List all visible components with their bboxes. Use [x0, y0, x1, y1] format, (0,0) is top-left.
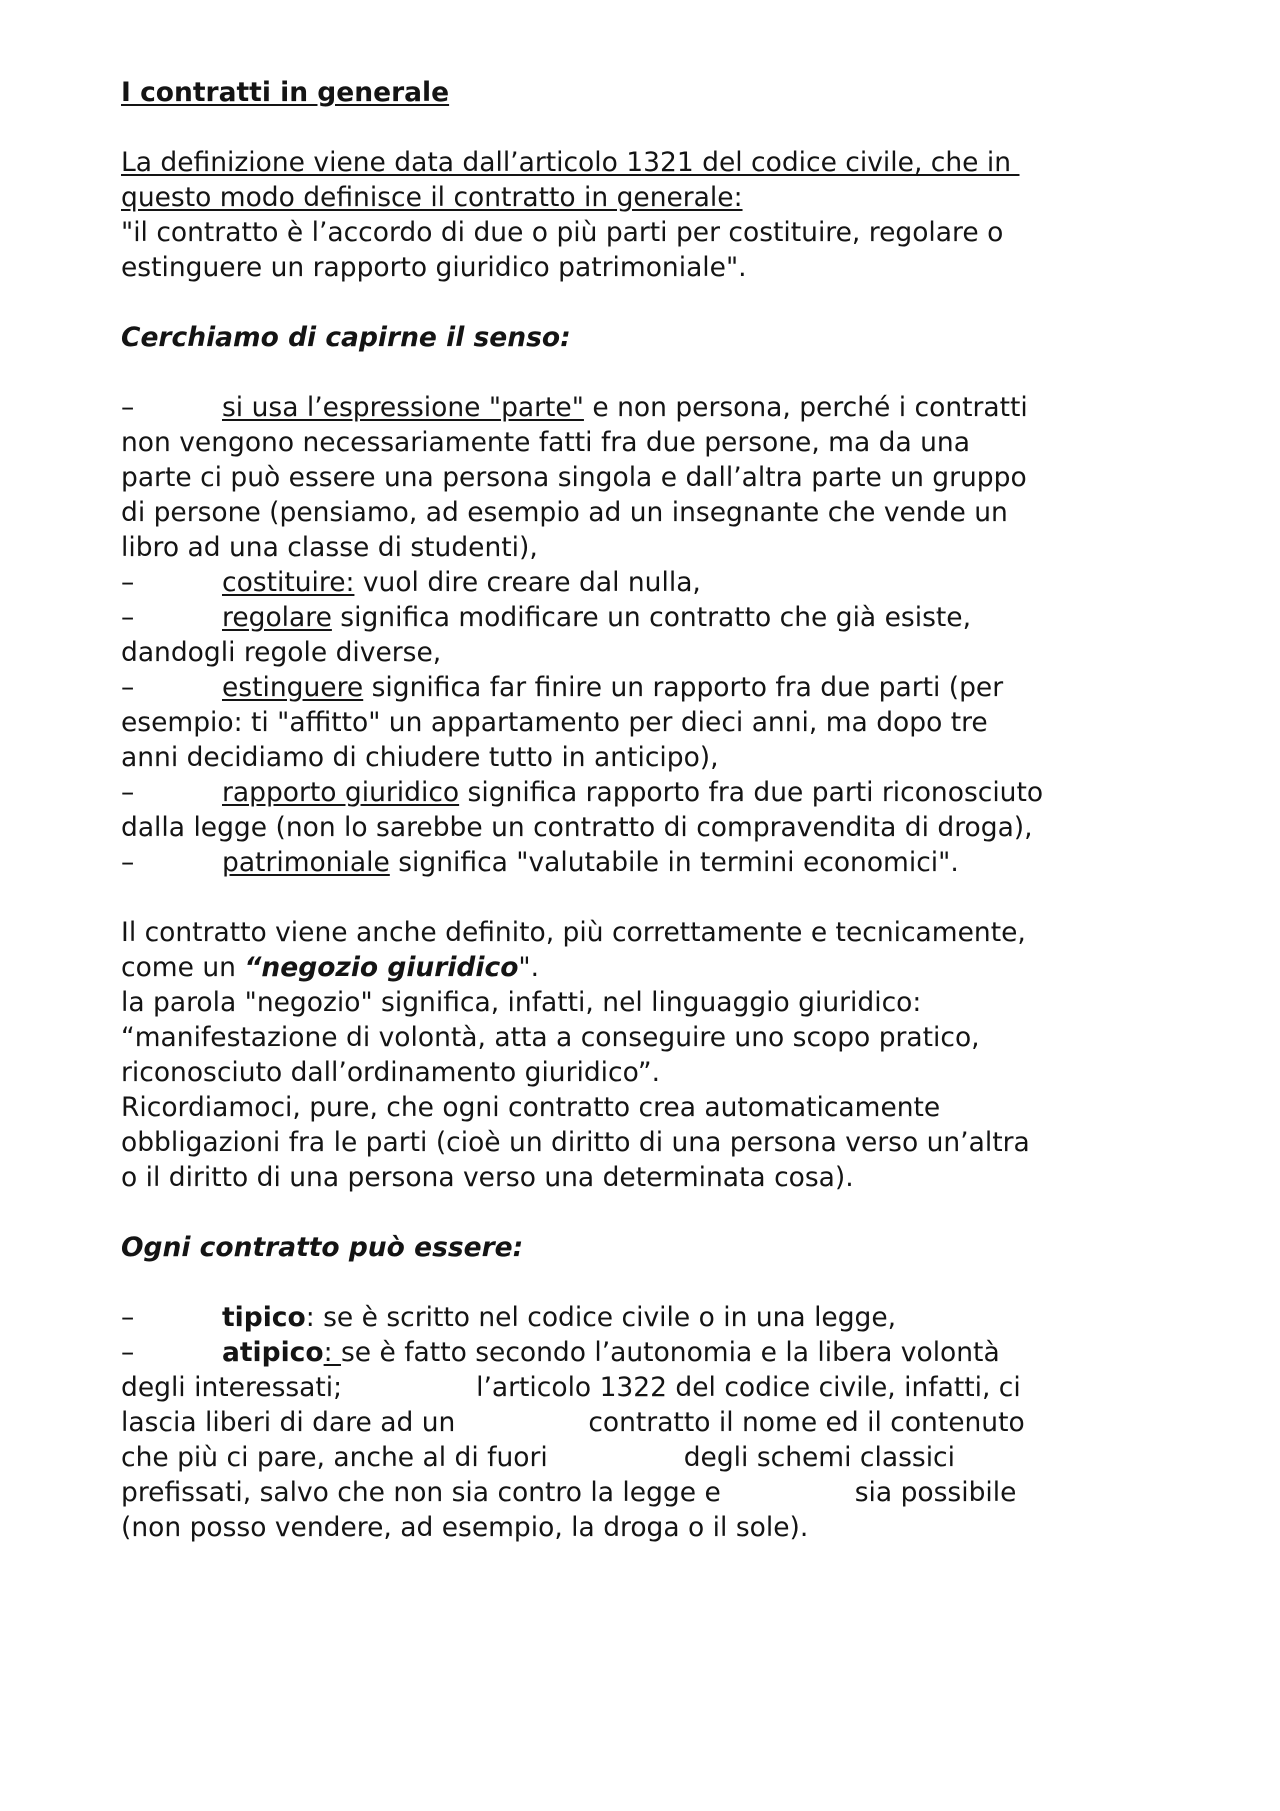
atipico-cont-3b: degli schemi classici [683, 1442, 955, 1473]
negozio-line-2-prefix: come un [121, 952, 245, 983]
negozio-line-3: la parola "negozio" significa, infatti, nel linguaggio giuridico: [121, 987, 922, 1018]
list-item-text: e non persona, perché i contratti [583, 392, 1028, 423]
negozio-line-4: “manifestazione di volontà, atta a conseguire uno scopo pratico, [121, 1022, 980, 1053]
list-item-text: significa modificare un contratto che già esiste, [331, 602, 971, 633]
list-item-text: significa rapporto fra due parti riconosciuto [459, 777, 1044, 808]
definition-quote-line-1: "il contratto è l’accordo di due o più parti per costituire, regolare o [121, 217, 1004, 248]
list-item-continuation: esempio: ti "affitto" un appartamento per dieci anni, ma dopo tre [121, 707, 988, 738]
definition-quote-line-2: estinguere un rapporto giuridico patrimoniale". [121, 252, 747, 283]
atipico-cont-2b: contratto il nome ed il contenuto [588, 1407, 1025, 1438]
definition-intro-line-2: questo modo definisce il contratto in generale: [121, 182, 743, 213]
list-item [121, 775, 1180, 810]
negozio-line-7: obbligazioni fra le parti (cioè un diritto di una persona verso un’altra [121, 1127, 1030, 1158]
list-item-continuation: dandogli regole diverse, [121, 637, 442, 668]
list-item-tipico [121, 1300, 1180, 1335]
atipico-cont-4a: prefissati, salvo che non sia contro la legge e [121, 1477, 721, 1508]
spacer [121, 880, 1180, 915]
list-item-continuation: libro ad una classe di studenti), [121, 532, 538, 563]
list-dash: – [121, 602, 135, 633]
spacer [121, 1195, 1180, 1230]
list-item [121, 845, 1180, 880]
list-item-text: significa far finire un rapporto fra due parti (per [363, 672, 1004, 703]
list-item-term: estinguere [222, 672, 364, 703]
list-item-term: costituire: [222, 567, 355, 598]
spacer [121, 355, 1180, 390]
list-dash: – [121, 672, 135, 703]
spacer [121, 285, 1180, 320]
section-heading-senso: Cerchiamo di capirne il senso: [121, 322, 571, 353]
atipico-cont-4b: sia possibile [854, 1477, 1017, 1508]
list-dash: – [121, 392, 135, 423]
spacer [121, 110, 1180, 145]
list-item [121, 390, 1180, 425]
atipico-cont-line-3 [121, 1440, 1180, 1475]
negozio-line-8: o il diritto di una persona verso una determinata cosa). [121, 1162, 854, 1193]
list-item-atipico [121, 1335, 1180, 1370]
list-item-text: significa "valutabile in termini economici". [389, 847, 959, 878]
spacer [121, 1265, 1180, 1300]
atipico-colon: : [323, 1337, 341, 1368]
negozio-line-1: Il contratto viene anche definito, più correttamente e tecnicamente, [121, 917, 1026, 948]
section-heading-contratto: Ogni contratto può essere: [121, 1232, 524, 1263]
list-item-term: si usa l’espressione "parte" [222, 392, 584, 423]
list-item-term: rapporto giuridico [222, 777, 460, 808]
list-dash: – [121, 1302, 135, 1333]
list-dash: – [121, 777, 135, 808]
atipico-cont-1a: degli interessati; [121, 1372, 343, 1403]
atipico-cont-3a: che più ci pare, anche al di fuori [121, 1442, 548, 1473]
atipico-cont-1b: l’articolo 1322 del codice civile, infatti, ci [476, 1372, 1021, 1403]
list-item-text: vuol dire creare dal nulla, [354, 567, 701, 598]
tipico-description: : se è scritto nel codice civile o in una legge, [305, 1302, 897, 1333]
atipico-cont-line-2 [121, 1405, 1180, 1440]
atipico-description: se è fatto secondo l’autonomia e la libera volontà [340, 1337, 1000, 1368]
list-item [121, 670, 1180, 705]
list-dash: – [121, 1337, 135, 1368]
list-item-continuation: non vengono necessariamente fatti fra due persone, ma da una [121, 427, 970, 458]
atipico-cont-line-4 [121, 1475, 1180, 1510]
list-dash: – [121, 567, 135, 598]
definition-intro-line-1: La definizione viene data dall’articolo 1321 del codice civile, che in [121, 147, 1020, 178]
list-item-term: regolare [222, 602, 332, 633]
document-title: I contratti in generale [121, 77, 450, 108]
atipico-cont-line-5: (non posso vendere, ad esempio, la droga o il sole). [121, 1512, 809, 1543]
list-item [121, 565, 1180, 600]
list-item [121, 600, 1180, 635]
definition-terms-list [121, 390, 1180, 880]
list-dash: – [121, 847, 135, 878]
negozio-line-6: Ricordiamoci, pure, che ogni contratto crea automaticamente [121, 1092, 941, 1123]
list-item-continuation: dalla legge (non lo sarebbe un contratto di compravendita di droga), [121, 812, 1033, 843]
list-item-continuation: anni decidiamo di chiudere tutto in anticipo), [121, 742, 719, 773]
list-item-continuation: parte ci può essere una persona singola e dall’altra parte un gruppo [121, 462, 1027, 493]
negozio-line-2-suffix: ". [518, 952, 540, 983]
atipico-cont-2a: lascia liberi di dare ad un [121, 1407, 456, 1438]
atipico-cont-line-1 [121, 1370, 1180, 1405]
list-item-continuation: di persone (pensiamo, ad esempio ad un insegnante che vende un [121, 497, 1008, 528]
negozio-line-5: riconosciuto dall’ordinamento giuridico”. [121, 1057, 661, 1088]
negozio-line-2 [121, 950, 1180, 985]
list-item-term: patrimoniale [222, 847, 390, 878]
term-tipico: tipico [222, 1302, 306, 1333]
term-atipico: atipico [222, 1337, 324, 1368]
negozio-giuridico-term: “negozio giuridico [244, 952, 519, 983]
